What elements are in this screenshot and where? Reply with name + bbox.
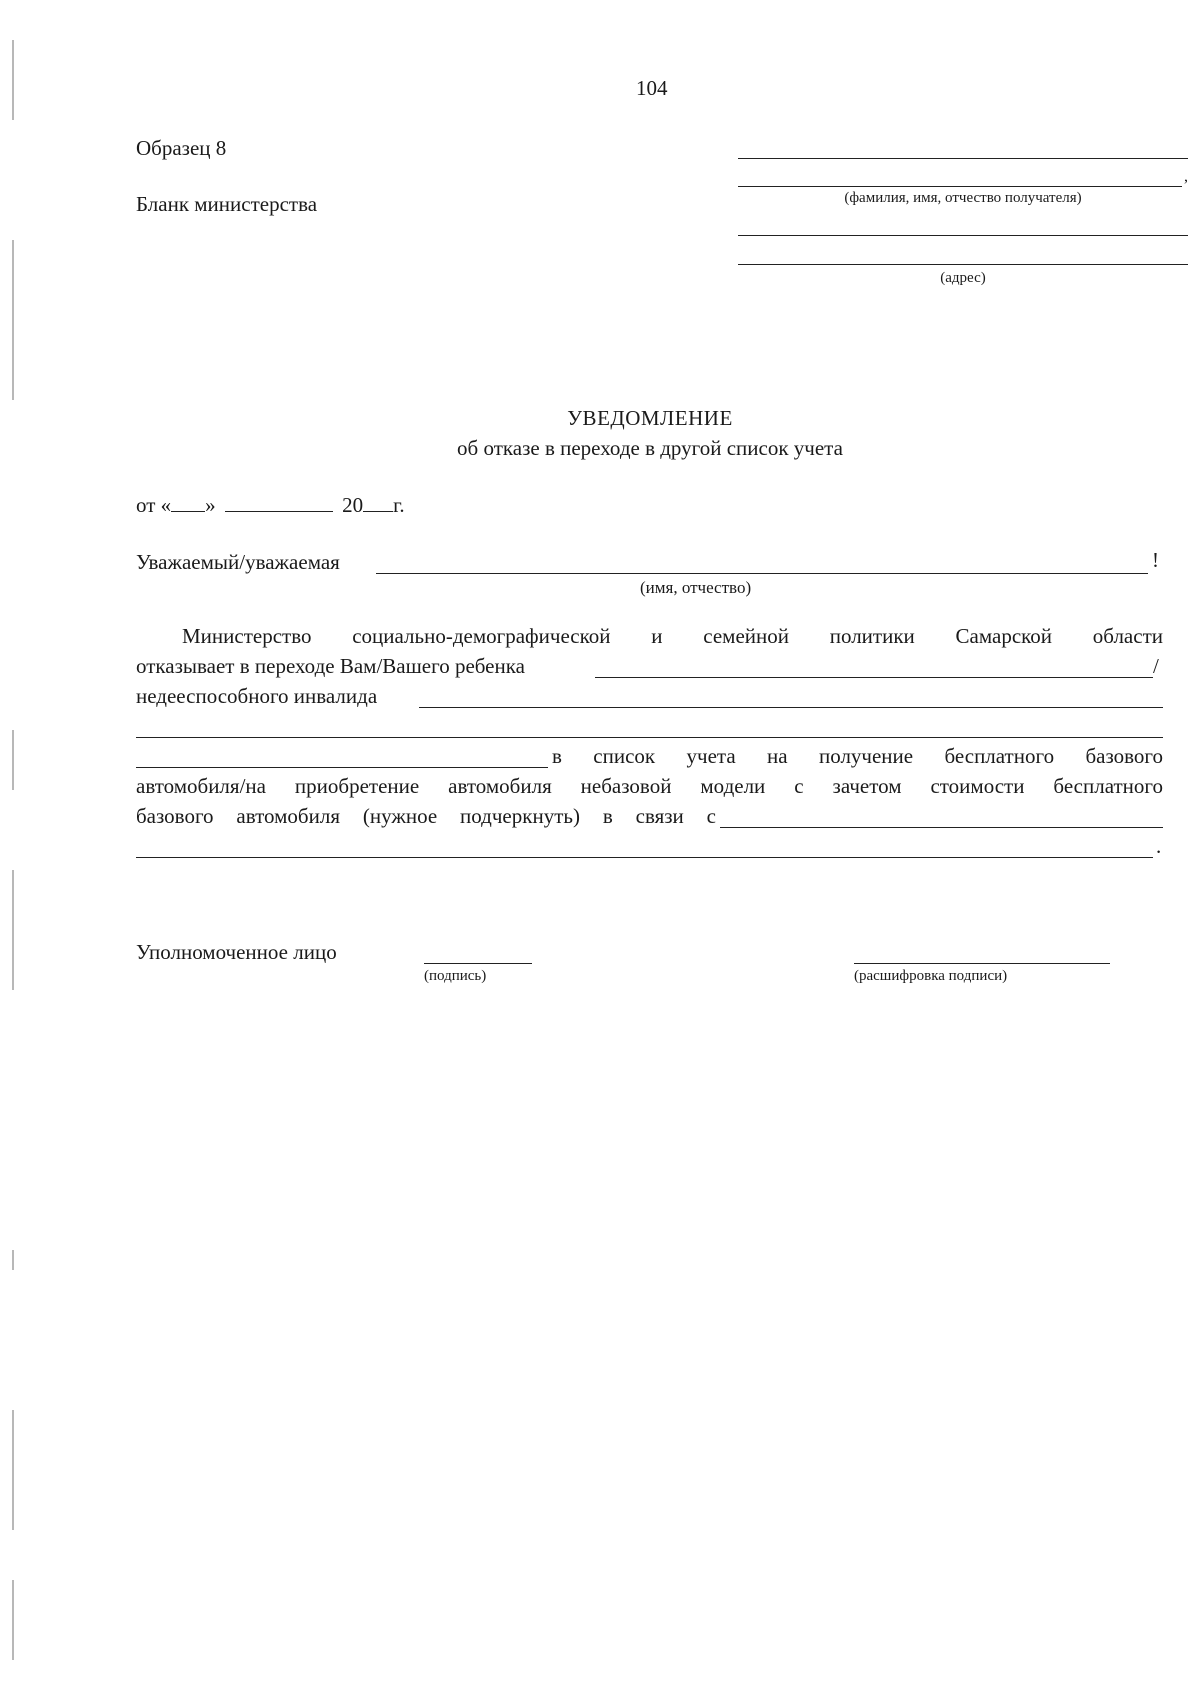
scan-mark: [12, 730, 14, 790]
signature-decode-field[interactable]: [854, 963, 1110, 964]
signature-caption: (подпись): [424, 968, 487, 984]
greeting-name-field[interactable]: [376, 573, 1148, 574]
scan-mark: [12, 870, 14, 990]
date-month-field[interactable]: [225, 492, 333, 512]
date-year-suffix: г.: [393, 492, 405, 517]
body-line-6: [136, 774, 1163, 799]
scan-mark: [12, 1580, 14, 1660]
blank-field-line[interactable]: [136, 767, 548, 768]
signature-label: Уполномоченное лицо: [136, 940, 337, 964]
date-day-field[interactable]: [171, 492, 205, 512]
scan-mark: [12, 1250, 14, 1270]
date-line: [136, 492, 405, 518]
recipient-name-line: [738, 158, 1188, 159]
body-text: в список учета на получение бесплатного базового: [552, 744, 1163, 768]
document-title: УВЕДОМЛЕНИЕ: [567, 406, 733, 430]
body-line-2-end: /: [1153, 654, 1159, 678]
greeting-caption: (имя, отчество): [640, 578, 752, 597]
signature-field[interactable]: [424, 963, 532, 964]
scan-mark: [12, 240, 14, 400]
body-text: Министерство социально-демографической и семейной политики Самарской области: [182, 624, 1163, 648]
letterhead-label: Бланк министерства: [136, 192, 318, 216]
body-line-8-end: .: [1156, 834, 1162, 858]
greeting-end: !: [1152, 548, 1159, 572]
sample-label: Образец 8: [136, 136, 227, 160]
blank-field-line[interactable]: [136, 737, 1163, 738]
body-text: автомобиля/на приобретение автомобиля небазовой модели с зачетом стоимости бесплатного: [136, 774, 1163, 798]
recipient-address-line: [738, 264, 1188, 265]
body-line-2-text: отказывает в переходе Вам/Вашего ребенка: [136, 654, 525, 678]
body-text: базового автомобиля (нужное подчеркнуть) в связи с: [136, 804, 716, 828]
body-line-5: [552, 744, 1163, 769]
invalid-name-field[interactable]: [419, 707, 1163, 708]
date-year-field[interactable]: [363, 492, 393, 512]
recipient-name-line: [738, 186, 1182, 187]
child-name-field[interactable]: [595, 677, 1153, 678]
body-line-1: [136, 624, 1163, 649]
reason-field[interactable]: [720, 827, 1163, 828]
recipient-line-comma: ,: [1184, 168, 1188, 185]
scan-mark: [12, 40, 14, 120]
greeting-text: Уважаемый/уважаемая: [136, 550, 340, 574]
recipient-name-caption: (фамилия, имя, отчество получателя): [844, 190, 1082, 206]
body-line-7: [136, 804, 716, 829]
date-year-prefix: 20: [342, 492, 364, 517]
date-close-quote: »: [205, 492, 216, 517]
body-line-3-text: недееспособного инвалида: [136, 684, 378, 708]
recipient-address-caption: (адрес): [940, 270, 986, 286]
scan-mark: [12, 1410, 14, 1530]
document-subtitle: об отказе в переходе в другой список учета: [457, 436, 843, 460]
page-number: 104: [636, 76, 668, 100]
recipient-address-line: [738, 235, 1188, 236]
signature-decode-caption: (расшифровка подписи): [854, 968, 1008, 984]
reason-field[interactable]: [136, 857, 1153, 858]
date-prefix: от «: [136, 492, 172, 517]
